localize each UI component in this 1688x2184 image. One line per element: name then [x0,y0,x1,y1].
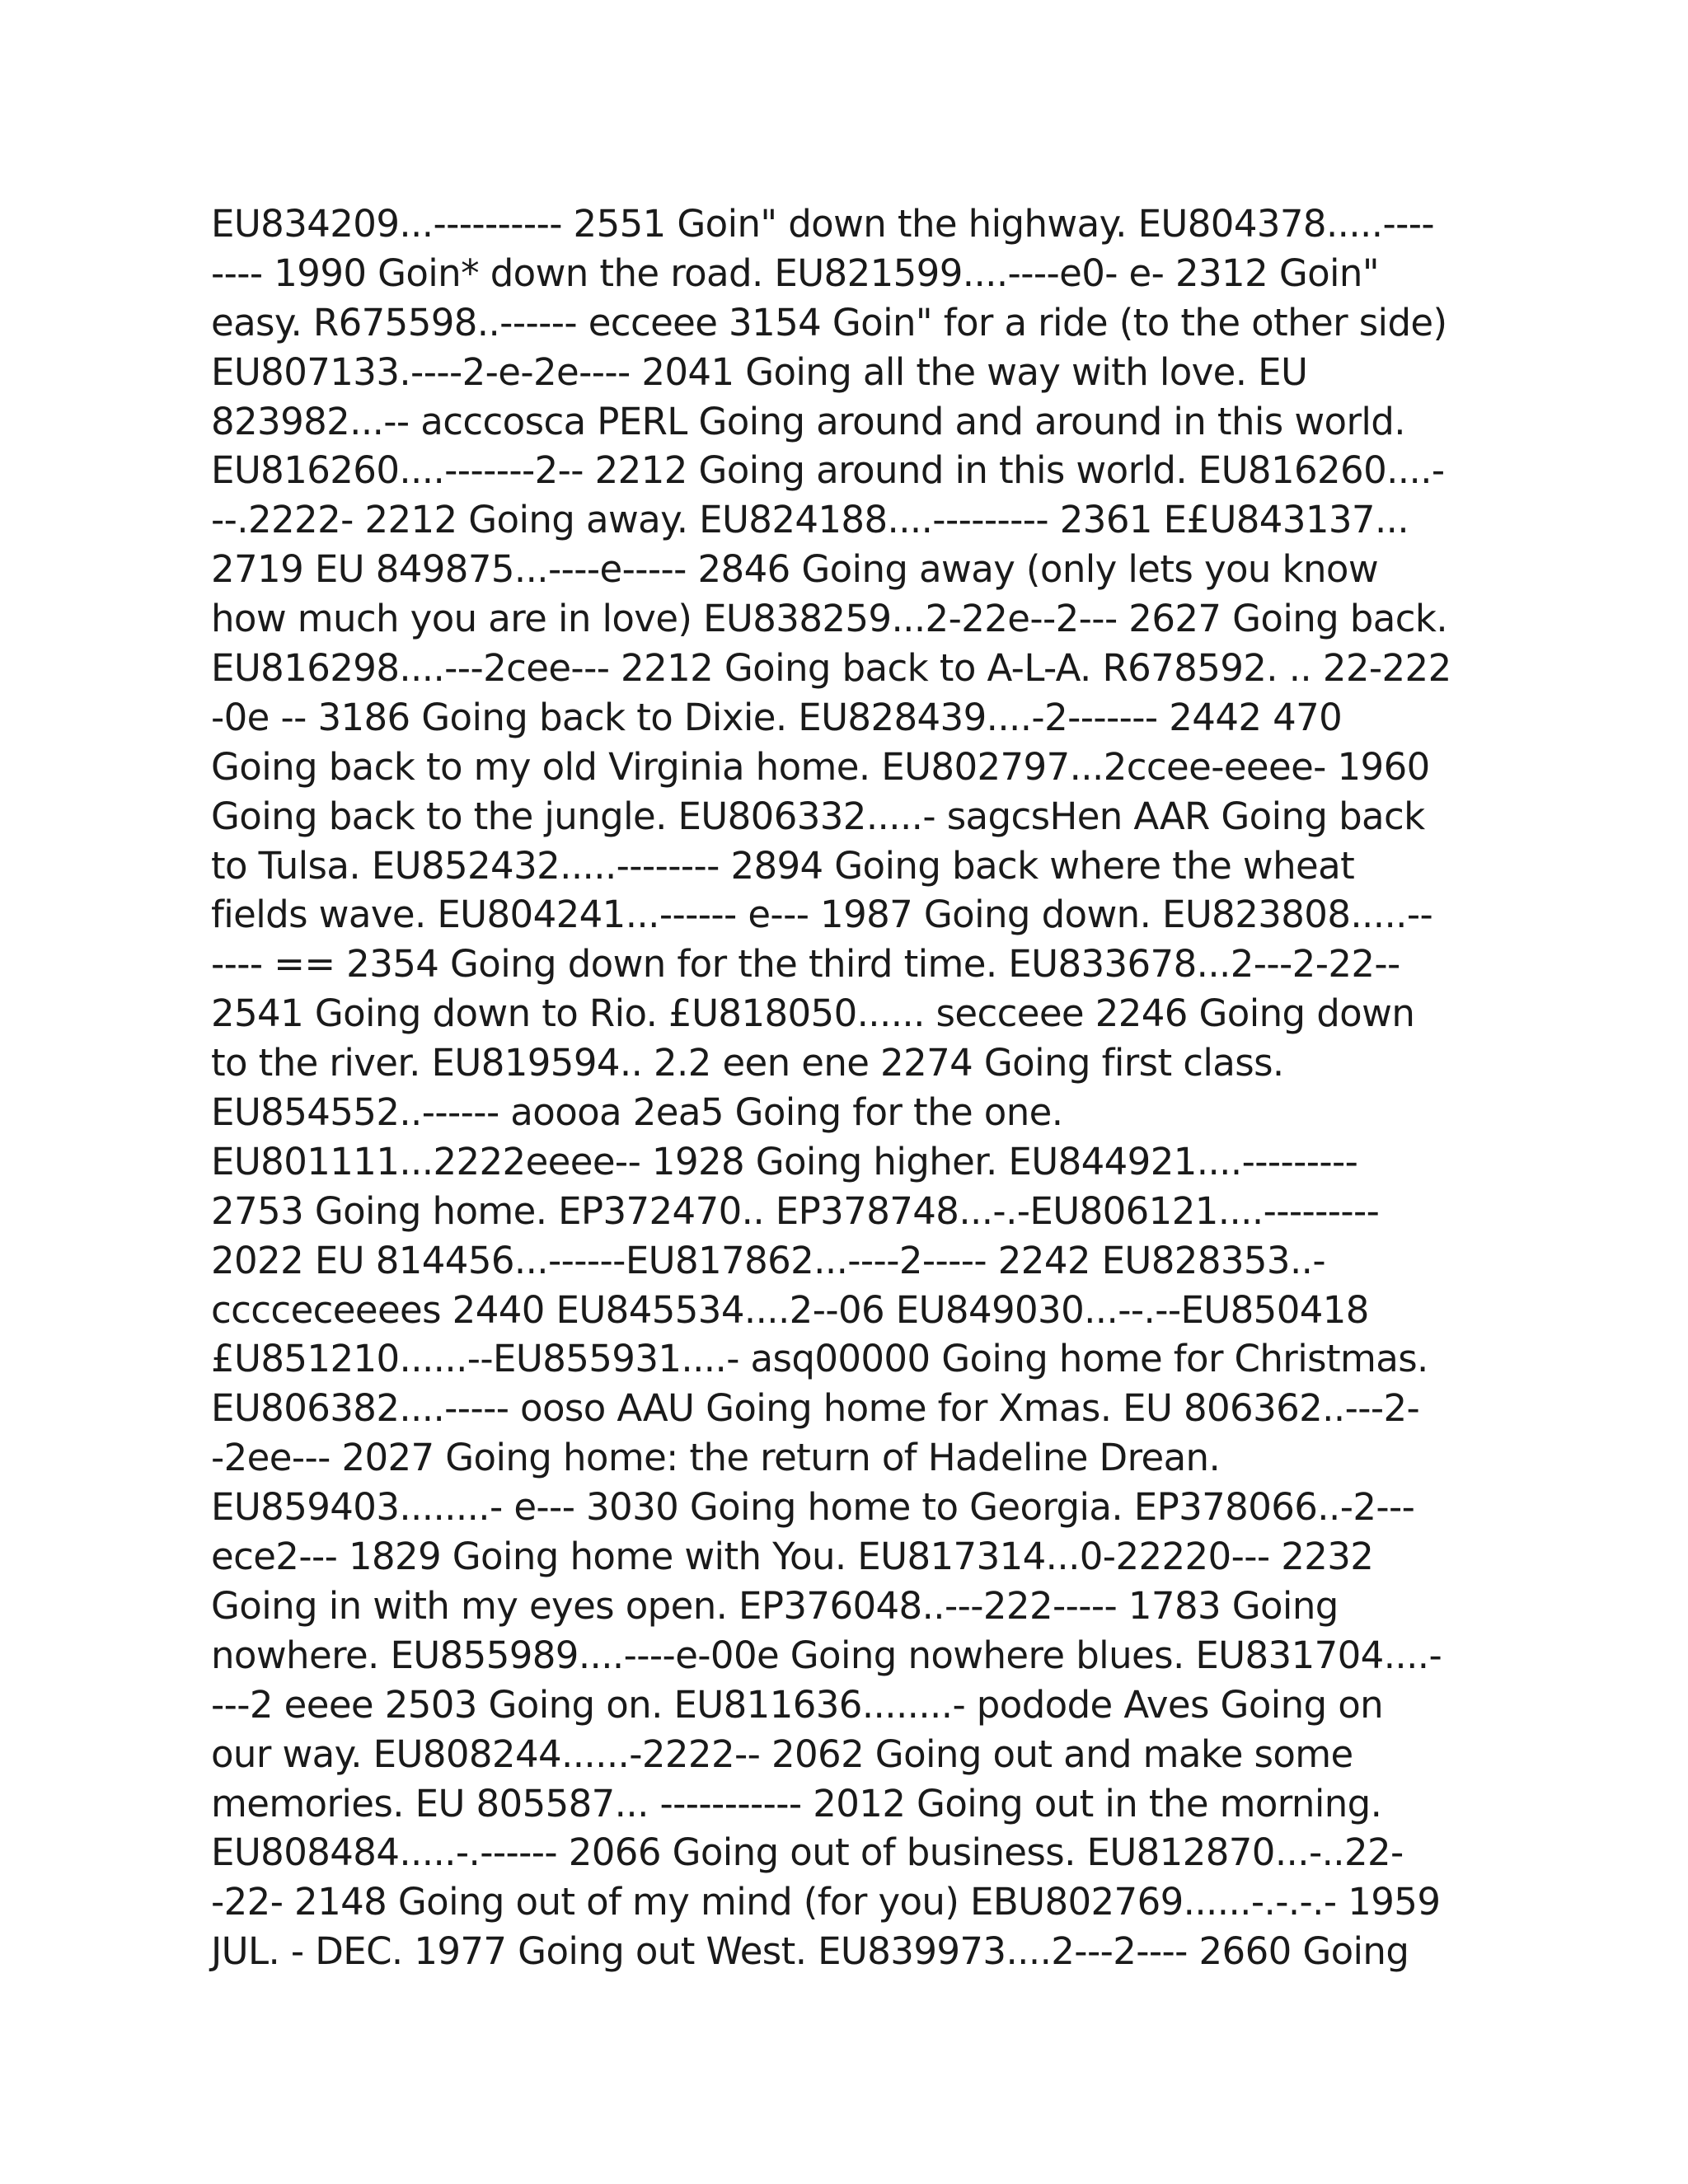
text-line: £U851210......--EU855931....- asq00000 Going home for Christmas. [211,1337,1428,1381]
text-line: EU834209...---------- 2551 Goin" down the highway. EU804378.....---- [211,202,1435,246]
text-line: -22- 2148 Going out of my mind (for you) EBU802769......-.-.-.- 1959 [211,1880,1441,1924]
text-line: easy. R675598..------ ecceee 3154 Goin" for a ride (to the other side) [211,300,1447,344]
text-line: EU859403........- e--- 3030 Going home to Georgia. EP378066..-2--- [211,1485,1415,1530]
text-line: Going back to my old Virginia home. EU802797...2ccee-eeee- 1960 [211,744,1430,789]
text-line: EU808484.....-.------ 2066 Going out of business. EU812870...-..22- [211,1830,1404,1875]
text-line: 2022 EU 814456...------EU817862...----2----- 2242 EU828353..- [211,1238,1325,1282]
text-line: EU801111...2222eeee-- 1928 Going higher. EU844921....--------- [211,1139,1358,1183]
text-line: ---- 1990 Goin* down the road. EU821599....----e0- e- 2312 Goin" [211,251,1379,295]
text-line: 2753 Going home. EP372470.. EP378748...-.-EU806121....--------- [211,1188,1380,1233]
text-line: EU854552..------ aoooa 2ea5 Going for the one. [211,1090,1063,1135]
text-line: -0e -- 3186 Going back to Dixie. EU828439....-2------- 2442 470 [211,695,1343,739]
text-line: to the river. EU819594.. 2.2 een ene 2274 Going first class. [211,1041,1284,1085]
text-line: memories. EU 805587... ----------- 2012 Going out in the morning. [211,1781,1382,1825]
text-line: Going in with my eyes open. EP376048..---222----- 1783 Going [211,1583,1339,1628]
text-line: EU807133.----2-e-2e---- 2041 Going all the way with love. EU [211,349,1308,394]
text-line: how much you are in love) EU838259...2-22e--2--- 2627 Going back. [211,597,1448,641]
text-line: fields wave. EU804241...------ e--- 1987 Going down. EU823808.....-- [211,893,1433,937]
text-line: Going back to the jungle. EU806332.....- sagcsHen AAR Going back [211,794,1425,838]
text-line: ---2 eeee 2503 Going on. EU811636........- pododе Aves Going on [211,1682,1384,1727]
text-line: our way. EU808244......-2222-- 2062 Going out and make some [211,1732,1353,1776]
text-line: ece2--- 1829 Going home with You. EU817314...0-22220--- 2232 [211,1535,1374,1579]
text-line: ---- == 2354 Going down for the third time. EU833678...2---2-22-- [211,942,1400,987]
text-line: EU816260....-------2-- 2212 Going around in this world. EU816260....- [211,448,1445,493]
text-line: nowhere. EU855989....----e-00e Going nowhere blues. EU831704....- [211,1633,1442,1677]
text-line: JUL. - DEC. 1977 Going out West. EU839973....2---2---- 2660 Going [211,1929,1409,1974]
text-line: EU816298....---2cee--- 2212 Going back to A-L-A. R678592. .. 22-222 [211,646,1451,691]
text-line: --.2222- 2212 Going away. EU824188....--------- 2361 E£U843137... [211,498,1409,542]
text-line: -2ee--- 2027 Going home: the return of Hadeline Drean. [211,1436,1221,1480]
text-line: 2541 Going down to Rio. £U818050...... secceee 2246 Going down [211,991,1415,1036]
catalog-text-block [211,199,1497,1976]
text-line: EU806382....----- ooso AAU Going home for Xmas. EU 806362..---2- [211,1386,1420,1431]
text-line: 823982...-- acccosca PERL Going around and around in this world. [211,399,1405,443]
text-line: to Tulsa. EU852432.....-------- 2894 Going back where the wheat [211,843,1355,888]
text-line: 2719 EU 849875...----e----- 2846 Going away (only lets you know [211,547,1379,592]
text-line: cccceceeees 2440 EU845534....2--06 EU849030...--.--EU850418 [211,1287,1369,1332]
